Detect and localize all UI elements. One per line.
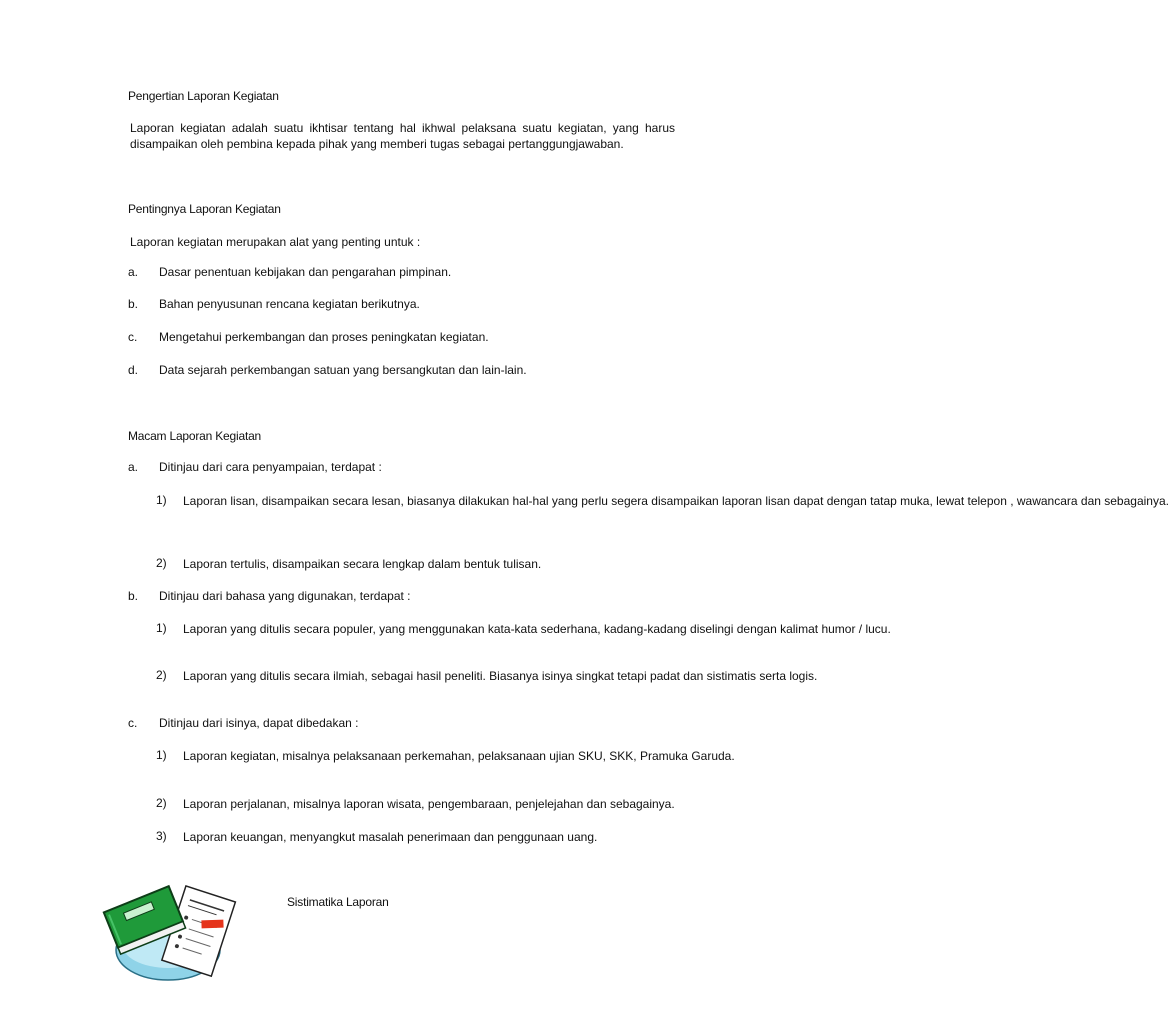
sub-list-text: Laporan yang ditulis secara populer, yang menggunakan kata-kata sederhana, kadang-kadang diselingi dengan kalimat humor / lucu. <box>183 622 891 636</box>
sub-list-number: 2) <box>156 796 167 810</box>
sub-list-text: Laporan tertulis, disampaikan secara lengkap dalam bentuk tulisan. <box>183 557 542 571</box>
sub-list-text: Laporan kegiatan, misalnya pelaksanaan perkemahan, pelaksanaan ujian SKU, SKK, Pramuka Garuda. <box>183 749 735 763</box>
report-book-icon <box>98 878 248 990</box>
sub-list-text: Laporan lisan, disampaikan secara lesan, biasanya dilakukan hal-hal yang perlu segera disampaikan laporan lisan dapat dengan tatap muka, lewat telepon , wawancara dan sebagainya. <box>183 494 1169 508</box>
section-title-pentingnya: Pentingnya Laporan Kegiatan <box>128 202 281 216</box>
sub-list-number: 2) <box>156 556 167 570</box>
paragraph-pengertian: Laporan kegiatan adalah suatu ikhtisar tentang hal ikhwal pelaksana suatu kegiatan, yang harus disampaikan oleh pembina kepada pihak yang memberi tugas sebagai pertanggungjawaban. <box>130 121 675 151</box>
list-item-text: Ditinjau dari bahasa yang digunakan, terdapat : <box>159 589 411 603</box>
list-marker: d. <box>128 363 139 377</box>
sub-list-text: Laporan keuangan, menyangkut masalah penerimaan dan penggunaan uang. <box>183 830 598 844</box>
sub-list-number: 3) <box>156 829 167 843</box>
sub-list-text: Laporan perjalanan, misalnya laporan wisata, pengembaraan, penjelejahan dan sebagainya. <box>183 797 675 811</box>
pentingnya-intro: Laporan kegiatan merupakan alat yang penting untuk : <box>130 235 421 249</box>
section-title-sistimatika: Sistimatika Laporan <box>287 895 389 909</box>
list-marker: c. <box>128 330 138 344</box>
section-title-macam: Macam Laporan Kegiatan <box>128 429 262 443</box>
sub-list-text: Laporan yang ditulis secara ilmiah, sebagai hasil peneliti. Biasanya isinya singkat tetapi padat dan sistimatis serta logis. <box>183 669 818 683</box>
list-marker: c. <box>128 716 138 730</box>
sub-list-number: 1) <box>156 621 167 635</box>
list-item-text: Data sejarah perkembangan satuan yang bersangkutan dan lain-lain. <box>159 363 527 377</box>
list-marker: b. <box>128 297 139 311</box>
list-marker: a. <box>128 265 139 279</box>
sub-list-number: 2) <box>156 668 167 682</box>
section-title-pengertian: Pengertian Laporan Kegiatan <box>128 89 279 103</box>
list-item-text: Ditinjau dari cara penyampaian, terdapat : <box>159 460 382 474</box>
list-item-text: Bahan penyusunan rencana kegiatan berikutnya. <box>159 297 420 311</box>
sub-list-number: 1) <box>156 748 167 762</box>
list-marker: a. <box>128 460 139 474</box>
sub-list-number: 1) <box>156 493 167 507</box>
list-item-text: Mengetahui perkembangan dan proses peningkatan kegiatan. <box>159 330 489 344</box>
list-marker: b. <box>128 589 139 603</box>
list-item-text: Ditinjau dari isinya, dapat dibedakan : <box>159 716 359 730</box>
list-item-text: Dasar penentuan kebijakan dan pengarahan pimpinan. <box>159 265 452 279</box>
